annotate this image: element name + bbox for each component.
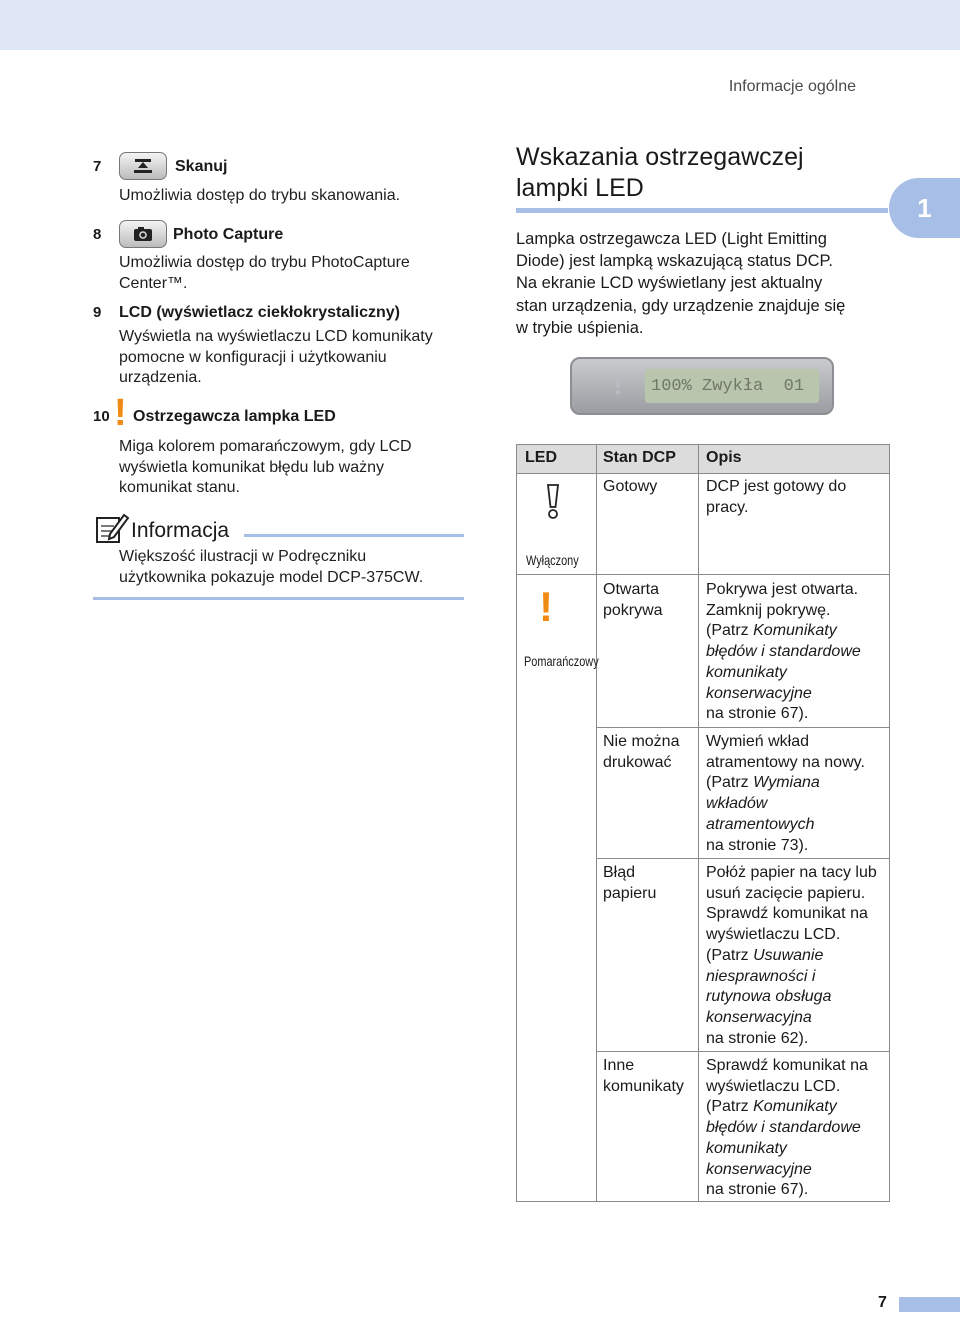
lcd-text: 100% Zwykła 01 (651, 377, 805, 396)
note-title: Informacja (131, 519, 230, 542)
led-orange-icon: ! (539, 583, 553, 630)
led-off-icon (543, 483, 563, 526)
note-bottom-rule (93, 597, 464, 600)
table-header-state: Stan DCP (603, 449, 676, 466)
table-cell-desc: Pokrywa jest otwarta. Zamknij pokrywę. (Patrz Komunikaty błędów i standardowe komunikaty konserwacyjne na stronie 67). (706, 581, 861, 723)
item-number: 7 (93, 158, 102, 175)
item-title: Photo Capture (173, 226, 284, 243)
table-cell-desc: DCP jest gotowy do pracy. (706, 478, 847, 516)
item-description: Wyświetla na wyświetlaczu LCD komunikaty pomocne w konfiguracji i użytkowaniu urządzenia. (119, 328, 433, 386)
warning-led-icon: ! (114, 392, 127, 434)
led-off-label: Wyłączony (526, 552, 579, 568)
table-header-row (517, 445, 889, 474)
item-title: LCD (wyświetlacz ciekłokrystaliczny) (119, 304, 400, 321)
page-number: 7 (878, 1294, 887, 1311)
note-top-rule (244, 534, 464, 537)
table-header-desc: Opis (706, 449, 742, 466)
chapter-tab: 1 (889, 178, 960, 238)
item-description: Miga kolorem pomarańczowym, gdy LCD wyświetla komunikat błędu lub ważny komunikat stanu. (119, 438, 412, 496)
table-header-led: LED (525, 449, 557, 466)
table-cell-desc: Sprawdź komunikat na wyświetlaczu LCD. (Patrz Komunikaty błędów i standardowe komunikaty konserwacyjne na stronie 67). (706, 1057, 868, 1199)
item-number: 10 (93, 408, 110, 425)
camera-icon (119, 220, 167, 248)
top-color-bar (0, 0, 960, 50)
item-description: Umożliwia dostęp do trybu skanowania. (119, 187, 401, 204)
table-cell-desc: Połóż papier na tacy lub usuń zacięcie papieru. Sprawdź komunikat na wyświetlaczu LCD. (Patrz Usuwanie niesprawności i rutynowa obsługa konserwacyjna na stronie 62). (706, 864, 877, 1047)
section-title-rule (516, 208, 888, 213)
item-number: 8 (93, 226, 102, 243)
item-number: 9 (93, 304, 102, 321)
note-body: Większość ilustracji w Podręczniku użytkownika pokazuje model DCP-375CW. (119, 548, 424, 586)
section-title: Wskazania ostrzegawczej lampki LED (516, 143, 804, 202)
table-cell-state: Inne komunikaty (603, 1057, 684, 1095)
item-title: Skanuj (175, 158, 228, 175)
table-cell-state: Błąd papieru (603, 864, 657, 902)
lcd-warning-icon: ! (613, 368, 623, 401)
page-tab (899, 1297, 960, 1312)
note-pencil-icon (95, 512, 129, 549)
led-status-table (516, 444, 890, 1202)
scan-icon (119, 152, 167, 180)
led-orange-label: Pomarańczowy (524, 653, 599, 669)
table-cell-state: Gotowy (603, 478, 658, 495)
table-cell-desc: Wymień wkład atramentowy na nowy. (Patrz Wymiana wkładów atramentowych na stronie 73). (706, 733, 865, 854)
table-cell-state: Nie można drukować (603, 733, 680, 771)
item-title: Ostrzegawcza lampka LED (133, 408, 336, 425)
table-cell-state: Otwarta pokrywa (603, 581, 663, 619)
running-header: Informacje ogólne (728, 78, 856, 95)
section-paragraph: Lampka ostrzegawcza LED (Light Emitting Diode) jest lampką wskazującą status DCP. Na ekranie LCD wyświetlany jest aktualny stan urządzenia, gdy urządzenie znajduje się w trybie uśpienia. (516, 230, 846, 337)
item-description: Umożliwia dostęp do trybu PhotoCapture Center™. (119, 254, 410, 292)
